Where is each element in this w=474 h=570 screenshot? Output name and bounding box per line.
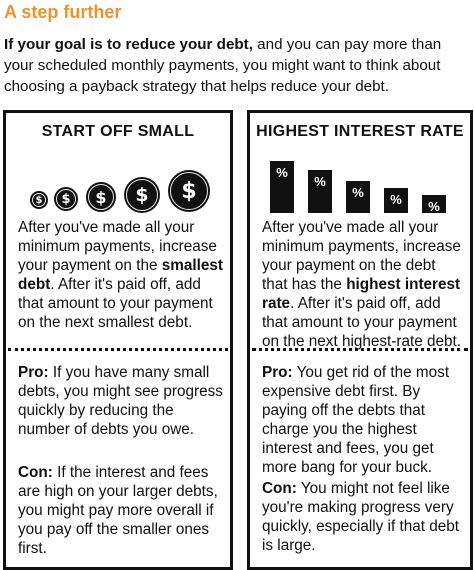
percent-bar-icon: % xyxy=(384,188,408,213)
dollar-coin-icon: $ xyxy=(30,191,48,209)
intro-paragraph xyxy=(4,34,470,97)
percent-bar-icon: % xyxy=(422,195,446,213)
pro-text: Pro: You get rid of the most expensive debt first. By paying off the debts that charge you the highest interest and fees, you get more bang for your buck. xyxy=(262,364,450,476)
coins-icon-group xyxy=(30,169,220,219)
dollar-coin-icon: $ xyxy=(86,182,116,212)
percent-bar-icon: % xyxy=(346,181,370,213)
con-text: Con: You might not feel like you're making progress very quickly, especially if that debt is large. xyxy=(262,480,459,554)
percent-bars-icon-group xyxy=(270,153,456,213)
dotted-divider xyxy=(8,348,228,351)
percent-bar-icon: % xyxy=(308,170,332,213)
card-description: After you've made all your minimum payments, increase your payment on the debt that has the highest interest rate. After it's paid off, add that amount to your payment on the next highest-rate debt. xyxy=(262,219,461,350)
card-title: START OFF SMALL xyxy=(41,123,195,140)
percent-bar-icon: % xyxy=(270,161,294,213)
section-heading: A step further xyxy=(4,2,122,22)
con-text: Con: If the interest and fees are high on your larger debts, you might pay more overall if you pay off the smaller ones first. xyxy=(18,464,218,557)
strategy-card-start-small xyxy=(3,110,233,570)
card-title: HIGHEST INTEREST RATE xyxy=(256,123,464,140)
dollar-coin-icon: $ xyxy=(54,187,78,211)
dollar-coin-icon: $ xyxy=(168,170,210,212)
dollar-coin-icon: $ xyxy=(124,177,160,213)
intro-bold: If your goal is to reduce your debt, xyxy=(4,36,253,53)
dotted-divider xyxy=(252,348,468,351)
strategy-card-highest-rate xyxy=(247,110,473,570)
card-description: After you've made all your minimum payments, increase your payment on the smallest debt. After it's paid off, add that amount to your payment on the next smallest debt. xyxy=(18,219,223,331)
pro-text: Pro: If you have many small debts, you might see progress quickly by reducing the number of debts you owe. xyxy=(18,364,223,438)
intro-text: and you can pay more than your scheduled monthly payments, you might want to think about choosing a payback strategy that helps reduce your debt. xyxy=(4,36,442,95)
